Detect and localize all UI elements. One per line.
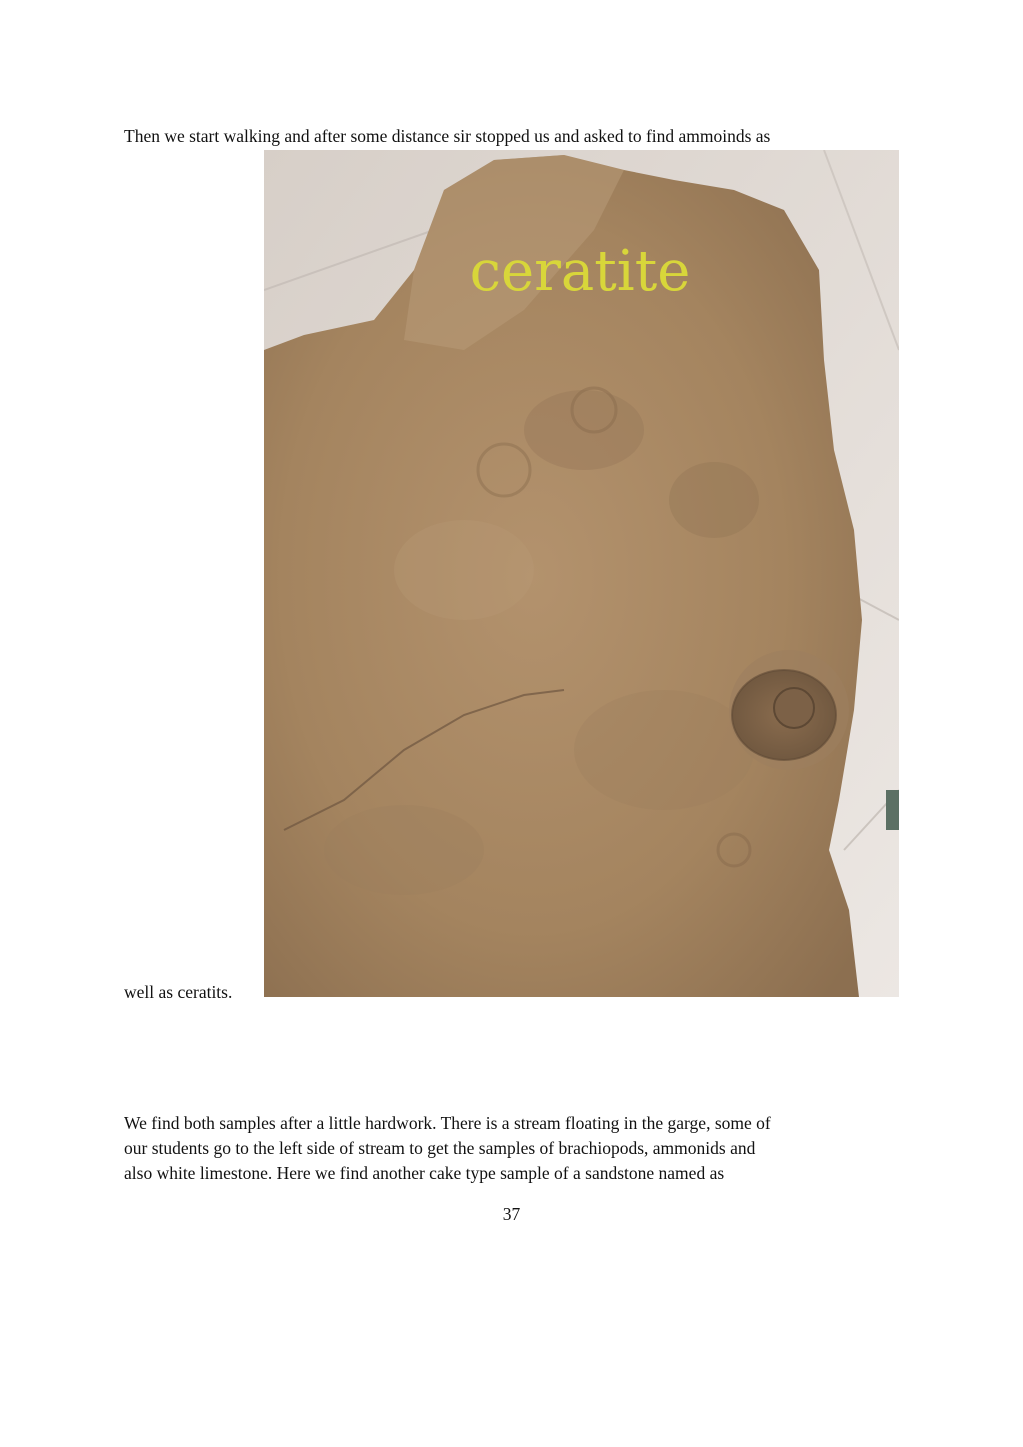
paragraph-line-1: We find both samples after a little hardwork. There is a stream floating in the garge, some of	[124, 1113, 771, 1133]
paragraph-line-2: our students go to the left side of stream to get the samples of brachiopods, ammonids and	[124, 1138, 756, 1158]
ceratite-caption: ceratite	[469, 239, 691, 304]
paragraph-line-3: also white limestone. Here we find another cake type sample of a sandstone named as	[124, 1163, 725, 1183]
body-paragraph	[124, 1111, 904, 1186]
body-text-line-1: Then we start walking and after some distance sir stopped us and asked to find ammoinds as	[124, 126, 771, 146]
body-text-line-2: well as ceratits.	[124, 982, 233, 1002]
page-number: 37	[502, 1204, 521, 1224]
ceratite-fossil-photo	[264, 150, 899, 997]
ceratite-fossil	[729, 650, 849, 770]
